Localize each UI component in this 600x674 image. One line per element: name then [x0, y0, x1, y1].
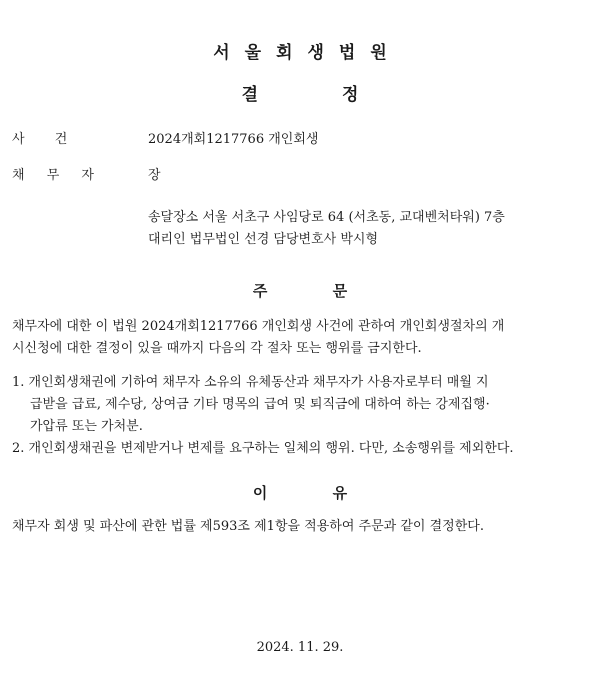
reason-text: 채무자 회생 및 파산에 관한 법률 제593조 제1항을 적용하여 주문과 같이 결정한다.: [12, 519, 484, 534]
order-item-1-line-3: 가압류 또는 가처분.: [30, 419, 143, 434]
document-type: 결 정: [241, 85, 359, 105]
order-item-1-line-1: 1. 개인회생채권에 기하여 채무자 소유의 유체동산과 채무자가 사용자로부터 매월 지: [12, 375, 489, 390]
order-item-1-line-2: 급받을 급료, 제수당, 상여금 기타 명목의 급여 및 퇴직금에 대하여 하는 강제집행·: [30, 397, 490, 412]
court-name: 서울회생법원: [213, 43, 402, 63]
debtor-name: 장: [148, 168, 161, 183]
order-intro-line-2: 시신청에 대한 결정이 있을 때까지 다음의 각 절차 또는 행위를 금지한다.: [12, 341, 422, 356]
legal-agent: 대리인 법무법인 선경 담당변호사 박시형: [148, 232, 379, 247]
decision-date: 2024. 11. 29.: [256, 640, 344, 655]
case-label: 사 건: [12, 132, 68, 147]
service-address: 송달장소 서울 서초구 사임당로 64 (서초동, 교대벤처타워) 7층: [148, 210, 505, 225]
order-item-2: 2. 개인회생채권을 변제받거나 변제를 요구하는 일체의 행위. 다만, 소송행위를 제외한다.: [12, 441, 514, 456]
case-number: 2024개회1217766 개인회생: [148, 132, 319, 147]
order-heading: 주 문: [252, 282, 348, 300]
reason-heading: 이 유: [252, 484, 348, 502]
debtor-label: 채 무 자: [12, 168, 94, 183]
order-intro-line-1: 채무자에 대한 이 법원 2024개회1217766 개인회생 사건에 관하여 개인회생절차의 개: [12, 319, 505, 334]
